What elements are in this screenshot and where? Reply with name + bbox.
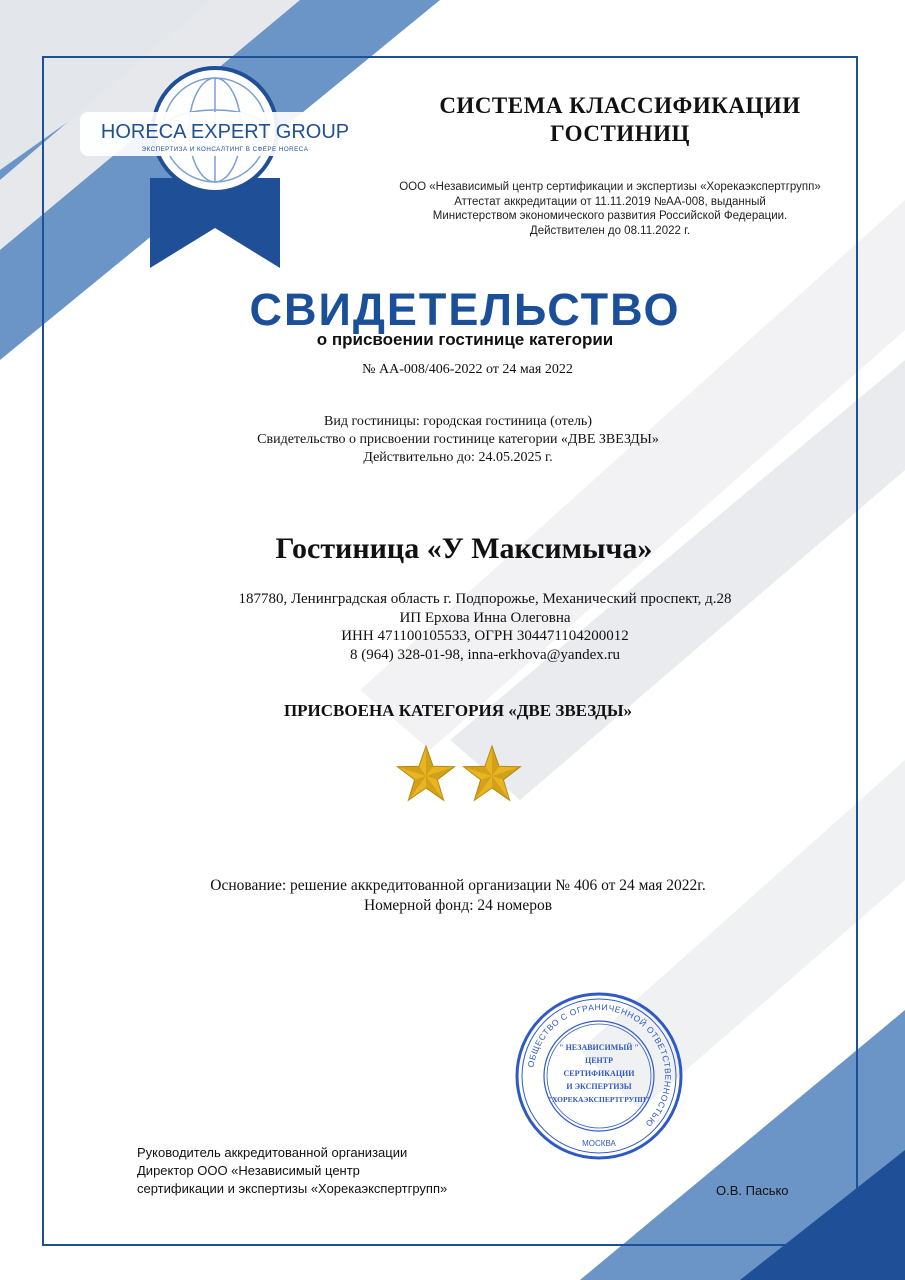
- system-title: [400, 92, 840, 148]
- stars-rating: [393, 742, 525, 806]
- official-stamp: [513, 990, 685, 1162]
- stamp-city: МОСКВА: [582, 1139, 616, 1148]
- certificate-subtitle: о присвоении гостинице категории: [316, 330, 614, 349]
- hotel-ids: ИНН 471100105533, ОГРН 304471104200012: [341, 628, 629, 644]
- basis-block: [0, 876, 905, 916]
- signer-line: Руководитель аккредитованной организации: [137, 1145, 408, 1160]
- category-statement: Свидетельство о присвоении гостинице категории «ДВЕ ЗВЕЗДЫ»: [257, 432, 659, 447]
- hotel-address: 187780, Ленинградская область г. Подпорожье, Механический проспект, д.28: [238, 591, 732, 607]
- star-icon: [397, 746, 454, 800]
- hotel-type: Вид гостиницы: городская гостиница (отель): [324, 414, 592, 429]
- certificate-info: [0, 413, 905, 467]
- stamp-line: И ЭКСПЕРТИЗЫ: [566, 1082, 632, 1091]
- basis-decision: Основание: решение аккредитованной организации № 406 от 24 мая 2022г.: [210, 877, 706, 894]
- horeca-logo: [80, 58, 370, 268]
- hotel-contacts: 8 (964) 328-01-98, inna-erkhova@yandex.ru: [350, 646, 620, 663]
- accreditation-line: ООО «Независимый центр сертификации и экспертизы «Хорекаэкспертгрупп»: [399, 181, 821, 193]
- stamp-ring-text: ОБЩЕСТВО С ОГРАНИЧЕННОЙ ОТВЕТСТВЕННОСТЬЮ: [525, 1001, 674, 1130]
- system-title-line1: СИСТЕМА КЛАССИФИКАЦИИ: [439, 93, 801, 118]
- signer-name: О.В. Пасько: [716, 1183, 789, 1198]
- accreditation-line: Министерством экономического развития Российской Федерации.: [432, 210, 788, 222]
- star-icon: [463, 746, 520, 800]
- stamp-line: " НЕЗАВИСИМЫЙ ": [559, 1043, 639, 1052]
- certificate-number: № АА-008/406-2022 от 24 мая 2022: [362, 362, 573, 377]
- valid-until: Действительно до: 24.05.2025 г.: [363, 450, 553, 465]
- stamp-line: ЦЕНТР: [584, 1056, 614, 1065]
- logo-text: HORECA EXPERT GROUP: [100, 121, 350, 143]
- hotel-name: Гостиница «У Максимыча»: [275, 532, 653, 565]
- stamp-line: "ХОРЕКАЭКСПЕРТГРУПП": [547, 1095, 651, 1104]
- hotel-details: [0, 590, 905, 664]
- accreditation-line: Действителен до 08.11.2022 г.: [529, 224, 691, 237]
- certificate-title: СВИДЕТЕЛЬСТВО: [249, 284, 681, 335]
- system-title-line2: ГОСТИНИЦ: [550, 121, 690, 146]
- signer-block: [137, 1144, 557, 1198]
- room-fund: Номерной фонд: 24 номеров: [363, 897, 553, 914]
- accreditation-line: Аттестат аккредитации от 11.11.2019 №АА-008, выданный: [454, 195, 766, 208]
- stamp-line: СЕРТИФИКАЦИИ: [563, 1069, 635, 1078]
- signer-line: сертификации и экспертизы «Хорекаэкспертгрупп»: [137, 1181, 448, 1196]
- assigned-category: ПРИСВОЕНА КАТЕГОРИЯ «ДВЕ ЗВЕЗДЫ»: [283, 701, 633, 720]
- signer-line: Директор ООО «Независимый центр: [137, 1163, 360, 1178]
- logo-tagline: ЭКСПЕРТИЗА И КОНСАЛТИНГ В СФЕРЕ HORECA: [141, 146, 309, 153]
- accreditation-block: [360, 180, 860, 238]
- hotel-owner: ИП Ерхова Инна Олеговна: [399, 609, 571, 626]
